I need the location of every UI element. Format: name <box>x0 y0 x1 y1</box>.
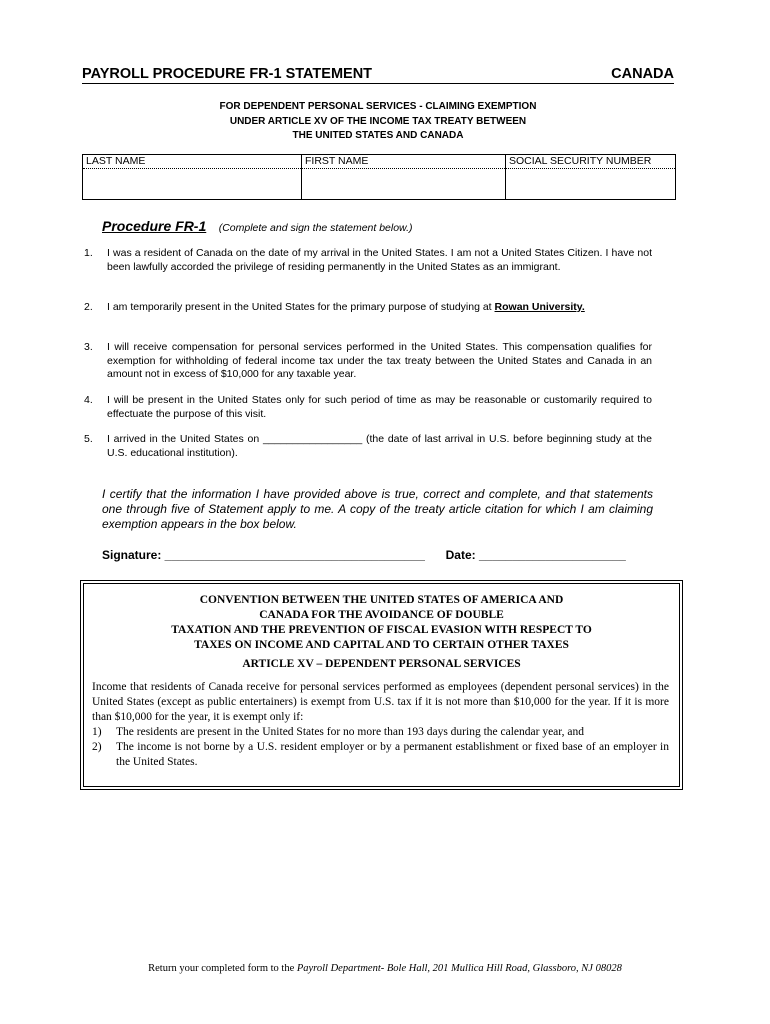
item-text: I arrived in the United States on _________________ (the date of last arrival in U.S. before beginning study at the U.S. educational institution). <box>107 433 652 459</box>
treaty-heading-line: CANADA FOR THE AVOIDANCE OF DOUBLE <box>259 609 504 621</box>
condition-text: The residents are present in the United States for no more than 193 days during the calendar year, and <box>116 726 585 738</box>
payroll-address: Payroll Department- Bole Hall, 201 Mullica Hill Road, Glassboro, NJ 08028 <box>296 963 622 974</box>
treaty-condition <box>92 725 669 740</box>
item-number: 1. <box>84 247 93 259</box>
treaty-condition <box>92 740 669 770</box>
statement-item <box>84 394 652 421</box>
statement-item <box>84 301 652 315</box>
form-title: PAYROLL PROCEDURE FR-1 STATEMENT <box>82 66 373 82</box>
university-name: Rowan University. <box>494 301 585 313</box>
treaty-body <box>92 680 669 770</box>
condition-number: 2) <box>92 741 102 753</box>
treaty-heading-line: TAXATION AND THE PREVENTION OF FISCAL EVASION WITH RESPECT TO <box>171 624 592 636</box>
treaty-box-inner <box>83 583 680 787</box>
subtitle-line: THE UNITED STATES AND CANADA <box>292 130 464 141</box>
footer-prefix: Return your completed form to the <box>148 963 295 974</box>
date-field[interactable]: Date: ______________________ <box>445 548 626 562</box>
item-number: 2. <box>84 301 93 313</box>
form-subtitle <box>82 100 674 144</box>
name-table <box>82 154 676 200</box>
certification-statement: I certify that the information I have provided above is true, correct and complete, and that statements one through five of Statement apply to me. A copy of the treaty article citation for which I am claiming exemption appears in the box below. <box>102 487 653 531</box>
condition-number: 1) <box>92 726 102 738</box>
treaty-paragraph: Income that residents of Canada receive for personal services performed as employees (dependent personal services) in the United States (except as public entertainers) is exempt from U.S. tax if it is not more than $10,000 for the year. If it is more than $10,000 for the year, it is exempt only if: <box>92 681 669 723</box>
signature-line <box>102 548 626 562</box>
subtitle-line: UNDER ARTICLE XV OF THE INCOME TAX TREATY BETWEEN <box>229 115 527 127</box>
item-text: I will be present in the United States only for such period of time as may be reasonable or customarily required to effectuate the purpose of this visit. <box>107 394 652 420</box>
condition-text: The income is not borne by a U.S. resident employer or by a permanent establishment or fixed base of an employer in the United States. <box>116 741 669 768</box>
treaty-article-title: ARTICLE XV – DEPENDENT PERSONAL SERVICES <box>242 658 521 670</box>
item-text: I am temporarily present in the United States for the primary purpose of studying at <box>107 301 492 313</box>
subtitle-line: FOR DEPENDENT PERSONAL SERVICES - CLAIMING EXEMPTION <box>219 101 537 112</box>
item-number: 4. <box>84 394 93 406</box>
item-number: 3. <box>84 341 93 353</box>
statement-item <box>84 341 652 382</box>
procedure-note: (Complete and sign the statement below.) <box>218 222 413 234</box>
item-text: I will receive compensation for personal services performed in the United States. This compensation qualifies for exemption for withholding of federal income tax under the tax treaty between the United States and Canada in an amount not in excess of $10,000 for any taxable year. <box>107 341 652 380</box>
treaty-heading-line: CONVENTION BETWEEN THE UNITED STATES OF AMERICA AND <box>199 594 564 606</box>
first-name-field[interactable] <box>302 155 506 200</box>
first-name-label: FIRST NAME <box>302 155 505 169</box>
form-header <box>82 66 674 84</box>
statement-item <box>84 433 652 460</box>
item-text: I was a resident of Canada on the date of my arrival in the United States. I am not a United States Citizen. I have not been lawfully accorded the privilege of residing permanently in the United States as an immigrant. <box>107 247 652 273</box>
statement-item <box>84 247 652 274</box>
return-instructions <box>0 963 770 974</box>
item-number: 5. <box>84 433 93 445</box>
ssn-field[interactable] <box>506 155 676 200</box>
last-name-field[interactable] <box>83 155 302 200</box>
treaty-heading <box>84 593 679 653</box>
ssn-label: SOCIAL SECURITY NUMBER <box>506 155 675 169</box>
country-label: CANADA <box>611 66 674 82</box>
procedure-title: Procedure FR-1 <box>102 218 207 234</box>
treaty-heading-line: TAXES ON INCOME AND CAPITAL AND TO CERTAIN OTHER TAXES <box>194 639 569 651</box>
procedure-heading <box>102 218 412 236</box>
treaty-box <box>80 580 683 790</box>
signature-field[interactable]: Signature: _______________________________________ <box>102 548 425 562</box>
last-name-label: LAST NAME <box>83 155 301 169</box>
